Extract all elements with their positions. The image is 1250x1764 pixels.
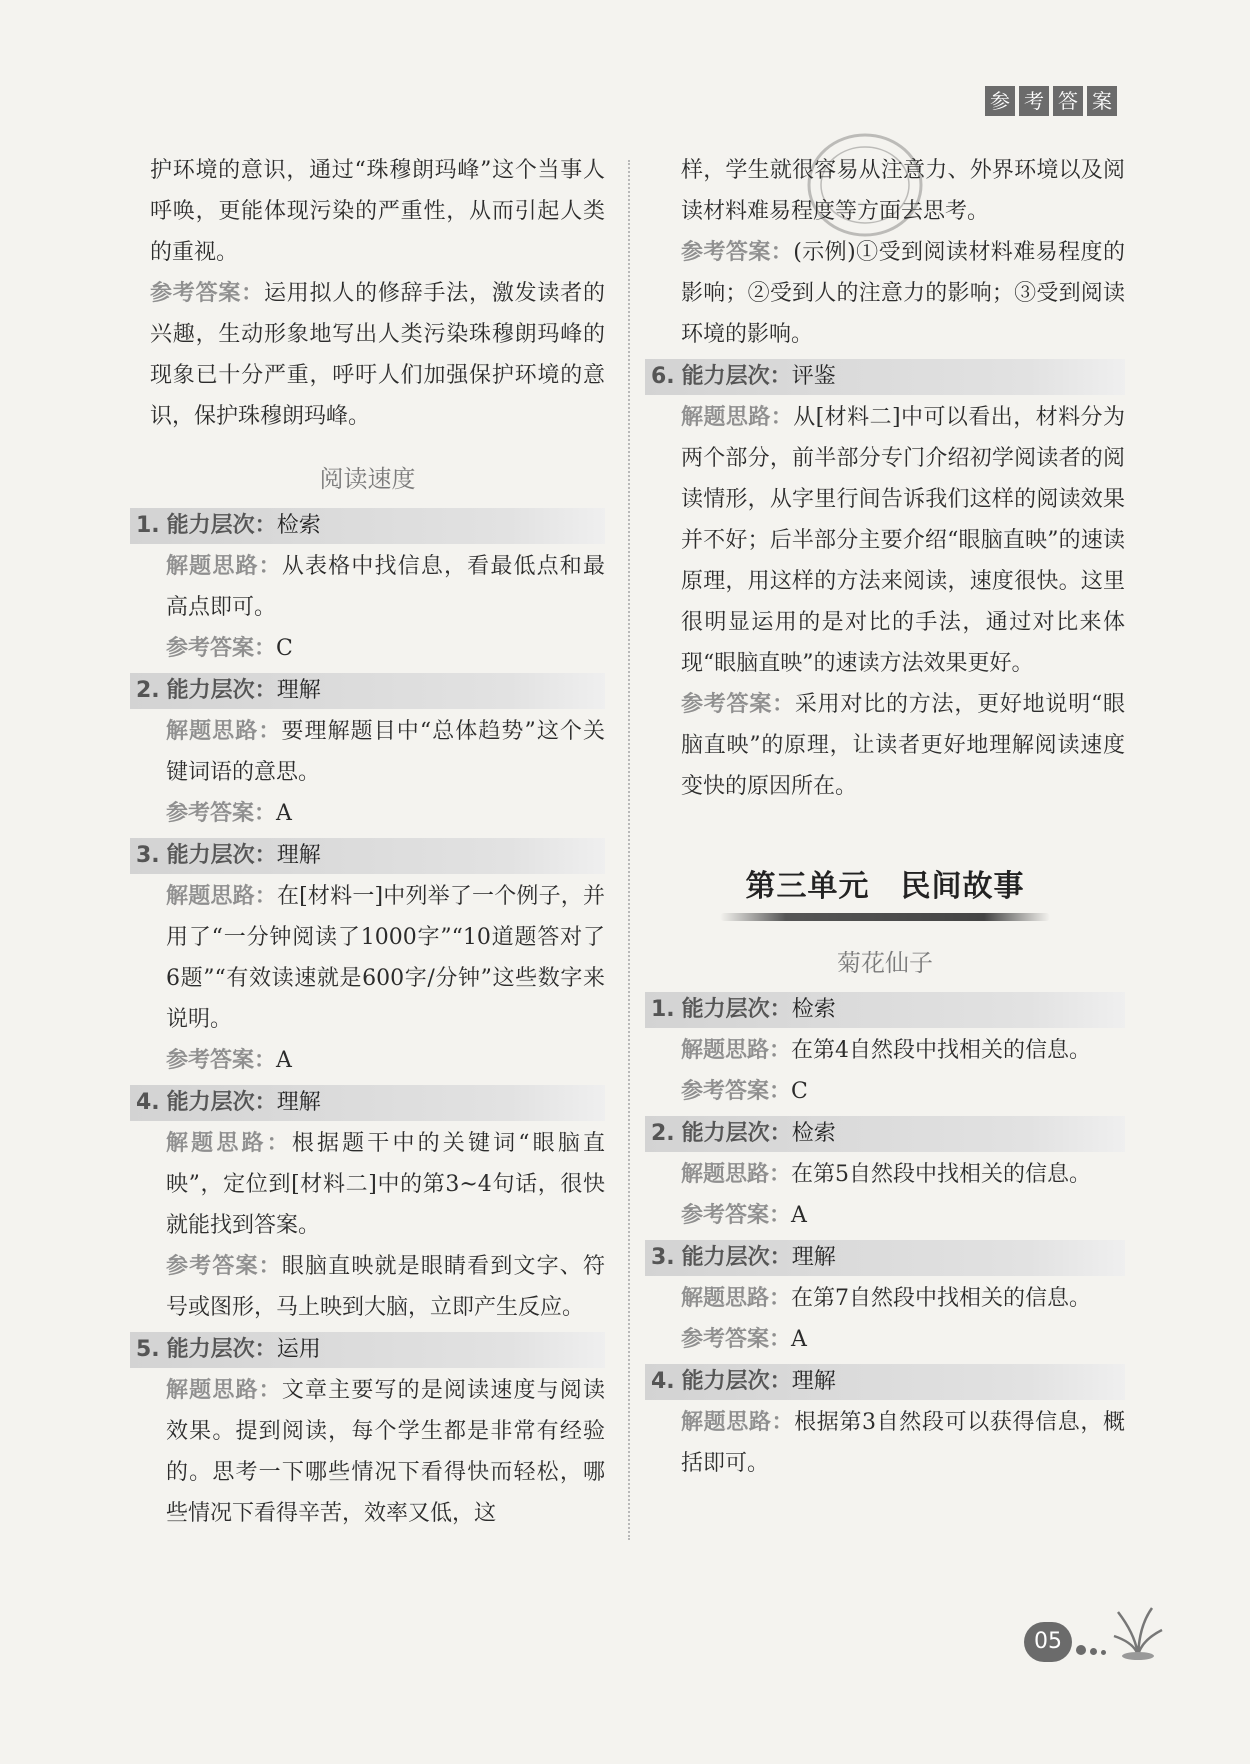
solution-idea [166,1123,605,1246]
answer [681,1195,1125,1236]
solution-idea [681,1402,1125,1484]
level-value: 理解 [276,843,321,868]
decorative-dots-icon [1076,1640,1110,1659]
item-number: 1. [651,997,675,1022]
item-heading [130,673,605,709]
answer-label: 参考答案： [681,1327,792,1352]
item-heading [645,992,1125,1028]
plant-icon [1108,1600,1168,1660]
level-value: 运用 [276,1337,321,1362]
section-title: 阅读速度 [319,465,416,493]
item-heading [130,838,605,874]
item-number: 4. [136,1090,160,1115]
idea-label: 解题思路： [681,405,794,430]
answer-text: (示例)①受到阅读材料难易程度的影响；②受到人的注意力的影响；③受到阅读环境的影响。 [681,240,1125,347]
item-heading [130,1085,605,1121]
answer [681,684,1125,807]
answer-text: C [276,636,293,661]
idea-label: 解题思路： [681,1286,792,1311]
idea-text: 在第7自然段中找相关的信息。 [791,1286,1092,1311]
left-column [130,150,605,1534]
idea-text: 在[材料一]中列举了一个例子，并用了“一分钟阅读了1000字”“10道题答对了6题”“有效读速就是600字/分钟”这些数字来说明。 [166,884,605,1032]
idea-text: 根据第3自然段可以获得信息，概括即可。 [681,1410,1125,1476]
level-label: 能力层次： [166,1337,277,1362]
level-value: 检索 [791,997,836,1022]
item-number: 2. [651,1121,675,1146]
idea-label: 解题思路： [166,884,277,909]
answer-label: 参考答案： [681,1203,792,1228]
answer-label: 参考答案： [681,240,794,265]
idea-text: 在第4自然段中找相关的信息。 [791,1038,1092,1063]
level-value: 检索 [276,513,321,538]
answer-label: 参考答案： [166,636,277,661]
idea-text: 在第5自然段中找相关的信息。 [791,1162,1092,1187]
solution-idea [681,1154,1125,1195]
solution-idea [681,1278,1125,1319]
answer [166,628,605,669]
answer-text: C [791,1079,808,1104]
answer-text: A [791,1327,807,1352]
answer-text: 运用拟人的修辞手法，激发读者的兴趣，生动形象地写出人类污染珠穆朗玛峰的现象已十分严重，呼吁人们加强保护环境的意识，保护珠穆朗玛峰。 [150,281,605,429]
item-heading [130,1332,605,1368]
level-value: 评鉴 [791,364,836,389]
item-number: 1. [136,513,160,538]
level-value: 检索 [791,1121,836,1146]
idea-label: 解题思路： [166,1378,282,1403]
idea-text: 文章主要写的是阅读速度与阅读效果。提到阅读，每个学生都是非常有经验的。思考一下哪些情况下看得快而轻松，哪些情况下看得辛苦，效率又低，这 [166,1378,605,1526]
item-number: 3. [651,1245,675,1270]
answer [166,1040,605,1081]
item-number: 5. [136,1337,160,1362]
level-value: 理解 [276,678,321,703]
answer-text: A [791,1203,807,1228]
answer-text: A [276,1048,292,1073]
page-number: 05 [1024,1622,1072,1662]
level-label: 能力层次： [166,1090,277,1115]
continued-text: 样，学生就很容易从注意力、外界环境以及阅读材料难易程度等方面去思考。 [681,158,1125,224]
idea-label: 解题思路： [681,1162,792,1187]
intro-text: 护环境的意识，通过“珠穆朗玛峰”这个当事人呼唤，更能体现污染的严重性，从而引起人类的重视。 [150,158,605,265]
item-heading [645,1240,1125,1276]
answer-label: 参考答案： [166,1254,282,1279]
item-heading [645,359,1125,395]
idea-text: 从[材料二]中可以看出，材料分为两个部分，前半部分专门介绍初学阅读者的阅读情形，从字里行间告诉我们这样的阅读效果并不好；后半部分主要介绍“眼脑直映”的速读原理，用这样的方法来阅读，速度很快。这里很明显运用的是对比的手法，通过对比来体现“眼脑直映”的速读方法效果更好。 [681,405,1125,676]
solution-idea [166,711,605,793]
item-heading [130,508,605,544]
idea-label: 解题思路： [166,719,282,744]
level-value: 理解 [276,1090,321,1115]
level-label: 能力层次： [681,997,792,1022]
solution-idea [681,397,1125,684]
level-label: 能力层次： [681,364,792,389]
level-label: 能力层次： [166,678,277,703]
solution-idea [681,1030,1125,1071]
continued-answer [681,232,1125,355]
item-number: 3. [136,843,160,868]
column-divider [628,160,630,1540]
unit-heading [645,861,1125,921]
answer [681,1071,1125,1112]
solution-idea [166,876,605,1040]
answer-text: 采用对比的方法，更好地说明“眼脑直映”的原理，让读者更好地理解阅读速度变快的原因所在。 [681,692,1125,799]
answer-label: 参考答案： [166,801,277,826]
solution-idea [166,546,605,628]
answer-label: 参考答案： [166,1048,277,1073]
answer-label: 参考答案： [681,692,795,717]
answer-label: 参考答案： [150,281,264,306]
level-label: 能力层次： [681,1245,792,1270]
idea-text: 要理解题目中“总体趋势”这个关键词语的意思。 [166,719,605,785]
intro-answer [150,273,605,437]
answer [166,1246,605,1328]
right-column [645,150,1125,1484]
item-heading [645,1364,1125,1400]
item-number: 6. [651,364,675,389]
idea-label: 解题思路： [166,554,282,579]
level-value: 理解 [791,1245,836,1270]
answer [166,793,605,834]
level-label: 能力层次： [166,513,277,538]
tag-char: 考 [1019,86,1049,116]
level-label: 能力层次： [681,1369,792,1394]
unit-underline [720,913,1050,921]
item-heading [645,1116,1125,1152]
unit-title: 第三单元 民间故事 [745,869,1025,904]
tag-char: 答 [1053,86,1083,116]
item-number: 4. [651,1369,675,1394]
tag-char: 案 [1087,86,1117,116]
level-label: 能力层次： [166,843,277,868]
idea-label: 解题思路： [681,1038,792,1063]
idea-label: 解题思路： [681,1410,795,1435]
idea-text: 根据题干中的关键词“眼脑直映”，定位到[材料二]中的第3~4句话，很快就能找到答案。 [166,1131,605,1238]
answer-key-tag [985,86,1117,116]
section-title: 菊花仙子 [837,949,933,977]
idea-label: 解题思路： [166,1131,292,1156]
answer-text: A [276,801,292,826]
tag-char: 参 [985,86,1015,116]
item-number: 2. [136,678,160,703]
answer-label: 参考答案： [681,1079,792,1104]
answer [681,1319,1125,1360]
idea-text: 从表格中找信息，看最低点和最高点即可。 [166,554,605,620]
level-label: 能力层次： [681,1121,792,1146]
level-value: 理解 [791,1369,836,1394]
solution-idea [166,1370,605,1534]
answer-text: 眼脑直映就是眼睛看到文字、符号或图形，马上映到大脑，立即产生反应。 [166,1254,605,1320]
